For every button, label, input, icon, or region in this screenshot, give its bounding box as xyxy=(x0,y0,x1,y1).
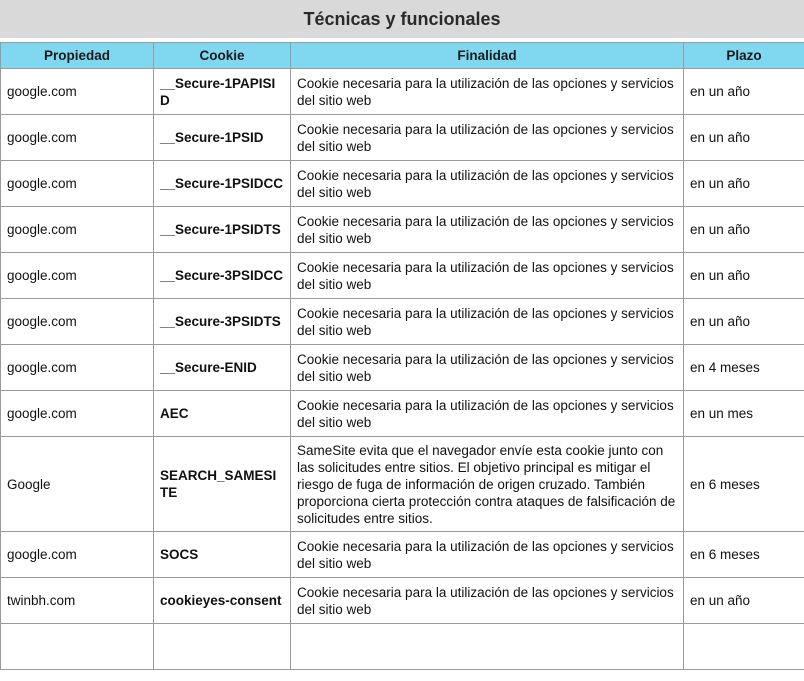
table-row xyxy=(1,299,804,345)
cookie-cell: __Secure-3PSIDCC xyxy=(154,253,291,299)
property-cell: google.com xyxy=(1,161,154,207)
purpose-cell: Cookie necesaria para la utilización de las opciones y servicios del sitio web xyxy=(291,391,684,437)
term-cell: en un año xyxy=(684,207,804,253)
table-row xyxy=(1,437,804,532)
purpose-cell: SameSite evita que el navegador envíe esta cookie junto con las solicitudes entre sitios. El objetivo principal es mitigar el riesgo de fuga de información de origen cruzado. También proporciona cierta protección contra ataques de falsificación de solicitudes entre sitios. xyxy=(291,437,684,532)
cookie-cell: SOCS xyxy=(154,532,291,578)
term-cell: en un año xyxy=(684,115,804,161)
cookie-cell: cookieyes-consent xyxy=(154,578,291,624)
table-row xyxy=(1,161,804,207)
column-header-cookie: Cookie xyxy=(154,43,291,69)
purpose-cell: Cookie necesaria para la utilización de las opciones y servicios del sitio web xyxy=(291,345,684,391)
property-cell: twinbh.com xyxy=(1,578,154,624)
cookie-cell: __Secure-1PSIDTS xyxy=(154,207,291,253)
empty-cell xyxy=(291,624,684,670)
empty-cell xyxy=(1,624,154,670)
purpose-cell: Cookie necesaria para la utilización de las opciones y servicios del sitio web xyxy=(291,578,684,624)
term-cell: en 6 meses xyxy=(684,532,804,578)
cookie-cell: __Secure-1PAPISID xyxy=(154,69,291,115)
table-row xyxy=(1,115,804,161)
table-row xyxy=(1,69,804,115)
table-row xyxy=(1,253,804,299)
cookie-cell: SEARCH_SAMESITE xyxy=(154,437,291,532)
column-header-property: Propiedad xyxy=(1,43,154,69)
section-title: Técnicas y funcionales xyxy=(0,0,804,38)
property-cell: google.com xyxy=(1,345,154,391)
table-row xyxy=(1,345,804,391)
empty-cell xyxy=(154,624,291,670)
cookie-table xyxy=(0,42,804,670)
term-cell: en un mes xyxy=(684,391,804,437)
cookie-cell: __Secure-ENID xyxy=(154,345,291,391)
property-cell: google.com xyxy=(1,299,154,345)
property-cell: google.com xyxy=(1,391,154,437)
table-row xyxy=(1,532,804,578)
column-header-term: Plazo xyxy=(684,43,804,69)
term-cell: en 6 meses xyxy=(684,437,804,532)
cookie-cell: AEC xyxy=(154,391,291,437)
property-cell: google.com xyxy=(1,69,154,115)
term-cell: en un año xyxy=(684,253,804,299)
purpose-cell: Cookie necesaria para la utilización de las opciones y servicios del sitio web xyxy=(291,161,684,207)
property-cell: google.com xyxy=(1,532,154,578)
purpose-cell: Cookie necesaria para la utilización de las opciones y servicios del sitio web xyxy=(291,207,684,253)
term-cell: en un año xyxy=(684,161,804,207)
term-cell: en un año xyxy=(684,578,804,624)
property-cell: google.com xyxy=(1,207,154,253)
cookie-cell: __Secure-1PSID xyxy=(154,115,291,161)
empty-cell xyxy=(684,624,804,670)
term-cell: en 4 meses xyxy=(684,345,804,391)
property-cell: google.com xyxy=(1,253,154,299)
purpose-cell: Cookie necesaria para la utilización de las opciones y servicios del sitio web xyxy=(291,299,684,345)
empty-table-row xyxy=(1,624,804,670)
table-row xyxy=(1,578,804,624)
term-cell: en un año xyxy=(684,69,804,115)
purpose-cell: Cookie necesaria para la utilización de las opciones y servicios del sitio web xyxy=(291,69,684,115)
property-cell: Google xyxy=(1,437,154,532)
purpose-cell: Cookie necesaria para la utilización de las opciones y servicios del sitio web xyxy=(291,253,684,299)
cookie-cell: __Secure-3PSIDTS xyxy=(154,299,291,345)
table-row xyxy=(1,207,804,253)
purpose-cell: Cookie necesaria para la utilización de las opciones y servicios del sitio web xyxy=(291,532,684,578)
property-cell: google.com xyxy=(1,115,154,161)
column-header-purpose: Finalidad xyxy=(291,43,684,69)
term-cell: en un año xyxy=(684,299,804,345)
table-header-row xyxy=(1,43,804,69)
purpose-cell: Cookie necesaria para la utilización de las opciones y servicios del sitio web xyxy=(291,115,684,161)
cookie-cell: __Secure-1PSIDCC xyxy=(154,161,291,207)
table-row xyxy=(1,391,804,437)
